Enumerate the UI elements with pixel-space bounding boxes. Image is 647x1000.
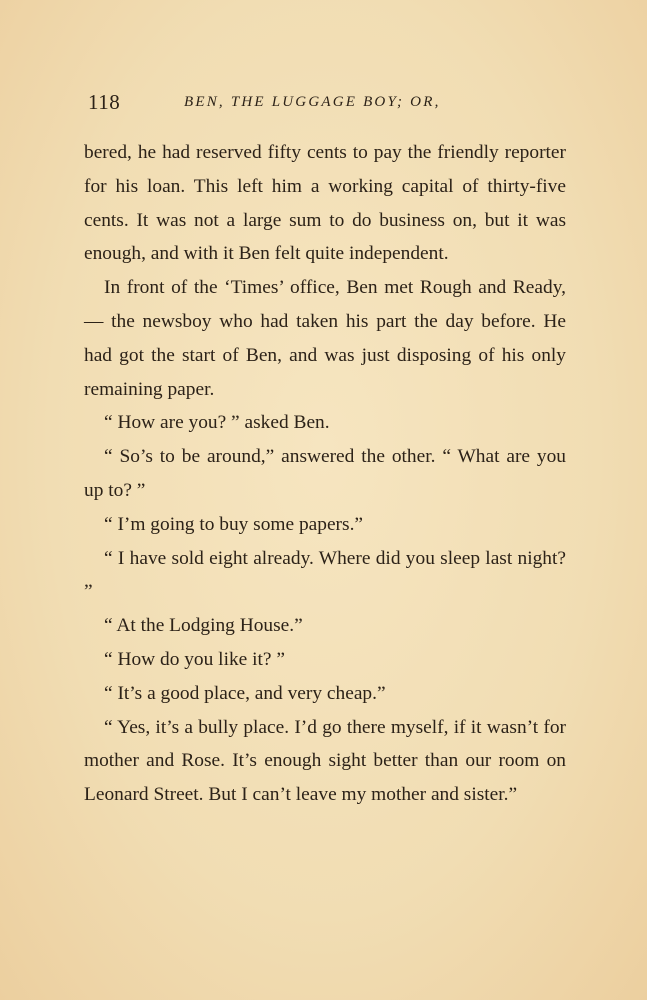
dialogue-line: “ At the Lodging House.” — [104, 615, 303, 637]
dialogue-line: “ How are you? ” asked Ben. — [104, 412, 330, 434]
running-title: BEN, THE LUGGAGE BOY; OR, — [184, 94, 441, 110]
body-text — [84, 136, 566, 812]
dialogue-line: “ It’s a good place, and very cheap.” — [104, 682, 386, 704]
paragraph-continuation: bered, he had reserved fifty cents to pay the friendly reporter for his loan. This left him a working capital of thirty-five cents. It was not a large sum to do business on, but it was enough, and with it Ben felt quite independent. — [84, 142, 566, 265]
dialogue-line: “ So’s to be around,” answered the other. “ What are you up to? ” — [84, 446, 566, 501]
dialogue-line: “ I have sold eight already. Where did you sleep last night? ” — [84, 547, 566, 603]
dialogue-line: “ Yes, it’s a bully place. I’d go there myself, if it wasn’t for mother and Rose. It’s enough sight better than our room on Leonard Street. But I can’t leave my mother and sister.” — [84, 716, 566, 806]
running-head — [88, 88, 568, 116]
dialogue-line: “ How do you like it? ” — [104, 648, 285, 670]
page-number: 118 — [88, 90, 121, 114]
paragraph: In front of the ‘Times’ office, Ben met Rough and Ready,— the newsboy who had taken his part the day before. He had got the start of Ben, and was just disposing of his only remaining paper. — [84, 277, 566, 400]
dialogue-line: “ I’m going to buy some papers.” — [104, 513, 364, 535]
